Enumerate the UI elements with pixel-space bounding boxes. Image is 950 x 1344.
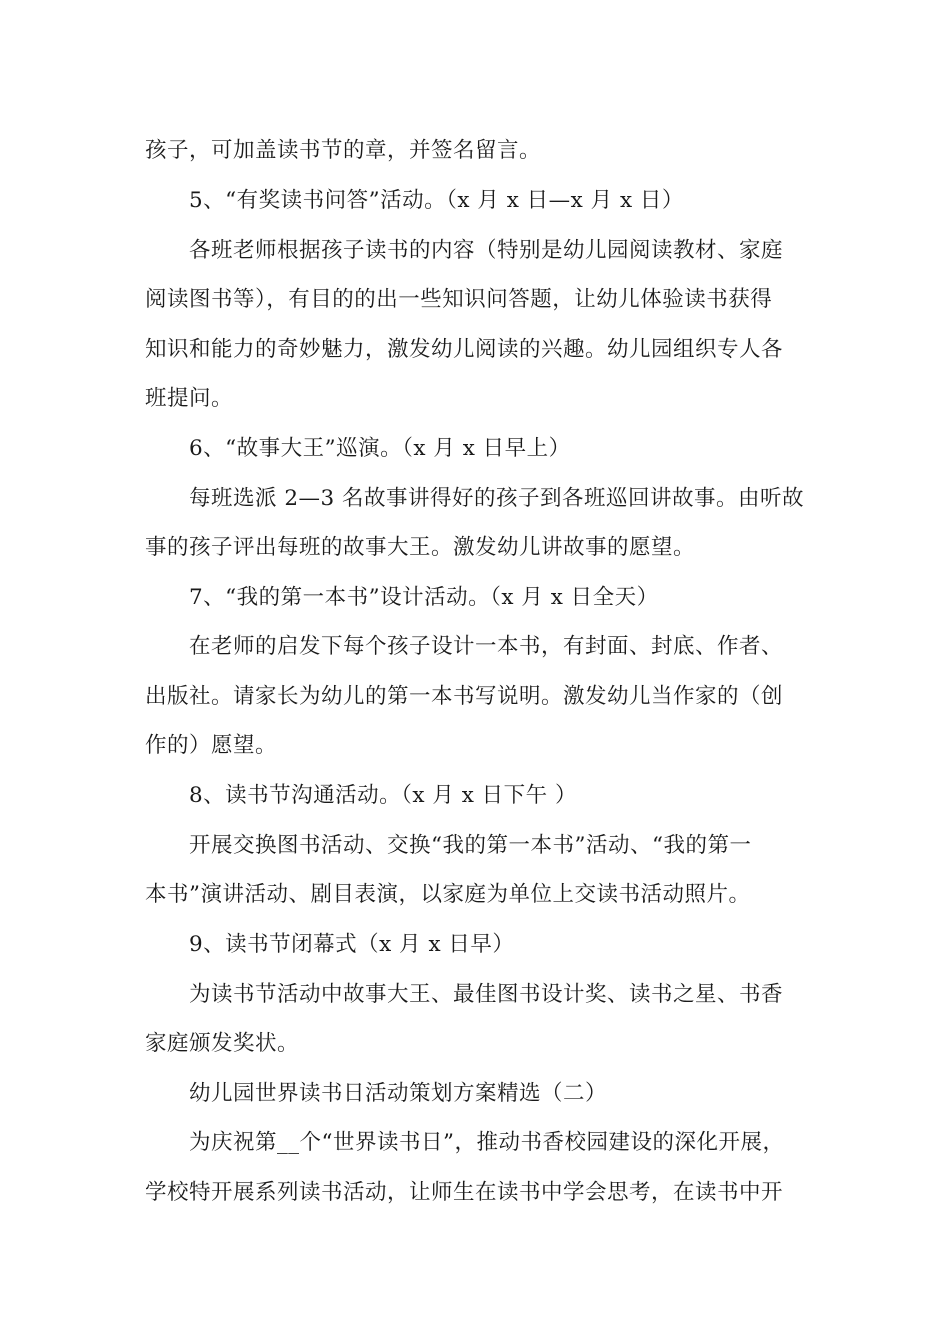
paragraph-line: 学校特开展系列读书活动，让师生在读书中学会思考，在读书中开: [145, 1180, 784, 1205]
paragraph-line: 开展交换图书活动、交换“我的第一本书”活动、“我的第一: [189, 833, 752, 858]
paragraph-line: 知识和能力的奇妙魅力，激发幼儿阅读的兴趣。幼儿园组织专人各: [145, 337, 784, 362]
paragraph-line: 家庭颁发奖状。: [145, 1031, 300, 1056]
paragraph-line: 作的）愿望。: [145, 733, 278, 758]
paragraph-line: 出版社。请家长为幼儿的第一本书写说明。激发幼儿当作家的（创: [145, 684, 784, 709]
section-heading-8: 8、读书节沟通活动。（x 月 x 日下午 ）: [189, 783, 578, 808]
paragraph-line: 为读书节活动中故事大王、最佳图书设计奖、读书之星、书香: [189, 982, 784, 1007]
section-title: 幼儿园世界读书日活动策划方案精选（二）: [189, 1081, 608, 1106]
paragraph-line: 孩子，可加盖读书节的章，并签名留言。: [145, 138, 542, 163]
paragraph-line: 阅读图书等），有目的的出一些知识问答题，让幼儿体验读书获得: [145, 287, 773, 312]
section-heading-7: 7、“我的第一本书”设计活动。（x 月 x 日全天）: [189, 585, 659, 610]
paragraph-line: 事的孩子评出每班的故事大王。激发幼儿讲故事的愿望。: [145, 535, 696, 560]
paragraph-line: 在老师的启发下每个孩子设计一本书，有封面、封底、作者、: [189, 634, 784, 659]
section-heading-6: 6、“故事大王”巡演。（x 月 x 日早上）: [189, 436, 571, 461]
section-heading-9: 9、读书节闭幕式（x 月 x 日早）: [189, 932, 515, 957]
section-heading-5: 5、“有奖读书问答”活动。（x 月 x 日—x 月 x 日）: [189, 188, 684, 213]
paragraph-line: 各班老师根据孩子读书的内容（特别是幼儿园阅读教材、家庭: [189, 238, 784, 263]
paragraph-line: 为庆祝第__个“世界读书日”，推动书香校园建设的深化开展，: [189, 1130, 785, 1155]
paragraph-line: 班提问。: [145, 386, 234, 411]
paragraph-line: 每班选派 2—3 名故事讲得好的孩子到各班巡回讲故事。由听故: [189, 486, 805, 511]
paragraph-line: 本书”演讲活动、剧目表演，以家庭为单位上交读书活动照片。: [145, 882, 751, 907]
